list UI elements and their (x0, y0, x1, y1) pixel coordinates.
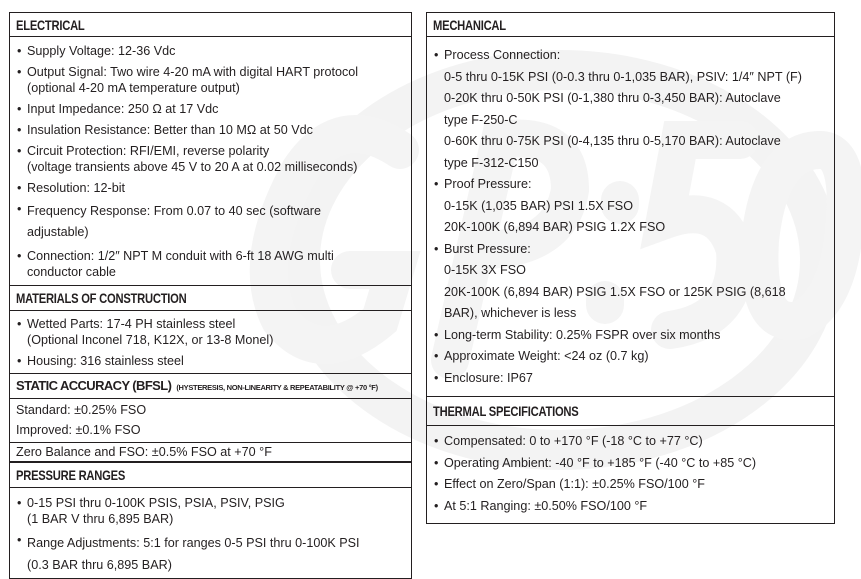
item-text: • Supply Voltage: 12-36 Vdc (27, 43, 176, 58)
accuracy-standard: Standard: ±0.25% FSO (16, 403, 147, 417)
item-continuation: type F-250-C (444, 112, 518, 127)
item-text: • Operating Ambient: -40 °F to +185 °F (-40 °C to +85 °C) (444, 455, 757, 470)
item-list (10, 37, 411, 285)
list-item (10, 245, 411, 282)
item-continuation: 20K-100K (6,894 BAR) PSIG 1.5X FSO or 125K PSIG (8,618 (444, 284, 786, 299)
list-item (10, 61, 411, 98)
item-text: • Circuit Protection: RFI/EMI, reverse polarity (27, 143, 270, 158)
section-title (427, 397, 834, 426)
section-thermal (427, 397, 834, 522)
left-spec-panel (9, 12, 412, 579)
section-electrical (10, 13, 411, 286)
list-item (10, 177, 411, 198)
list-item (10, 313, 411, 350)
list-item (427, 431, 834, 453)
section-mechanical (427, 13, 834, 397)
item-continuation: (Optional Inconel 718, K12X, or 13-8 Monel) (27, 332, 274, 347)
item-text: • At 5:1 Ranging: ±0.50% FSO/100 °F (444, 498, 648, 513)
list-item (427, 453, 834, 475)
item-text: • Long-term Stability: 0.25% FSPR over six months (444, 327, 721, 342)
item-continuation: (1 BAR V thru 6,895 BAR) (27, 511, 174, 526)
list-item (10, 492, 411, 529)
item-continuation: conductor cable (27, 264, 116, 279)
list-item (10, 119, 411, 140)
item-continuation: (voltage transients above 45 V to 20 A at 0.02 milliseconds) (27, 159, 358, 174)
section-pressure-ranges (10, 462, 411, 578)
list-item (10, 350, 411, 371)
item-continuation: BAR), whichever is less (444, 306, 577, 320)
item-continuation: 0-15K (1,035 BAR) PSI 1.5X FSO (444, 198, 633, 213)
subheading: (HYSTERESIS, NON-LINEARITY & REPEATABILITY @ +70 °F) (176, 383, 378, 392)
item-continuation: 0-5 thru 0-15K PSI (0-0.3 thru 0-1,035 BAR), PSIV: 1/4″ NPT (F) (444, 69, 802, 84)
item-text: • Insulation Resistance: Better than 10 MΩ at 50 Vdc (27, 122, 313, 137)
list-item (427, 368, 834, 390)
item-text: • Connection: 1/2″ NPT M conduit with 6-ft 18 AWG multi (27, 248, 334, 263)
zero-balance: Zero Balance and FSO: ±0.5% FSO at +70 °F (16, 445, 272, 459)
list-item (427, 346, 834, 368)
item-list (10, 488, 411, 578)
list-item (427, 474, 834, 496)
item-text: • Frequency Response: From 0.07 to 40 sec (software (27, 203, 321, 218)
list-item (10, 198, 411, 245)
list-item (10, 40, 411, 61)
item-list (427, 37, 834, 396)
heading: ELECTRICAL (16, 16, 85, 33)
item-text: • Burst Pressure: (444, 241, 531, 256)
item-text: • Housing: 316 stainless steel (27, 353, 184, 368)
heading: MECHANICAL (433, 16, 506, 33)
item-continuation: type F-312-C150 (444, 155, 539, 170)
section-title (10, 13, 411, 37)
list-item (427, 239, 834, 325)
item-text: • Range Adjustments: 5:1 for ranges 0-5 PSI thru 0-100K PSI (27, 535, 360, 550)
item-text: • Proof Pressure: (444, 177, 532, 191)
heading: PRESSURE RANGES (16, 467, 126, 483)
list-item (427, 496, 834, 518)
section-title (10, 462, 411, 488)
item-continuation: adjustable) (27, 224, 89, 239)
item-text: • Compensated: 0 to +170 °F (-18 °C to +77 °C) (444, 434, 703, 448)
item-continuation: 0-20K thru 0-50K PSI (0-1,380 thru 0-3,450 BAR): Autoclave (444, 91, 781, 105)
accuracy-list (10, 399, 411, 443)
list-item (10, 98, 411, 119)
heading: MATERIALS OF CONSTRUCTION (16, 290, 187, 306)
item-continuation: 0-60K thru 0-75K PSI (0-4,135 thru 0-5,170 BAR): Autoclave (444, 134, 781, 148)
item-text: • Enclosure: IP67 (444, 370, 533, 385)
section-static-accuracy (10, 374, 411, 462)
item-text: • Wetted Parts: 17-4 PH stainless steel (27, 316, 236, 331)
list-item (427, 325, 834, 347)
item-text: • Effect on Zero/Span (1:1): ±0.25% FSO/100 °F (444, 477, 705, 491)
item-list (427, 426, 834, 522)
section-title (10, 374, 411, 399)
item-text: • Resolution: 12-bit (27, 180, 126, 195)
item-list (10, 311, 411, 373)
list-item (427, 45, 834, 174)
list-item (427, 174, 834, 239)
heading: STATIC ACCURACY (BFSL) (16, 378, 172, 393)
list-item (10, 529, 411, 578)
item-continuation: 0-15K 3X FSO (444, 263, 526, 277)
item-continuation: (0.3 BAR thru 6,895 BAR) (27, 557, 172, 572)
list-item (10, 140, 411, 177)
accuracy-improved: Improved: ±0.1% FSO (16, 423, 141, 437)
item-text: • Input Impedance: 250 Ω at 17 Vdc (27, 101, 219, 116)
item-text: • 0-15 PSI thru 0-100K PSIS, PSIA, PSIV, PSIG (27, 495, 285, 510)
section-title (10, 286, 411, 311)
section-materials (10, 286, 411, 374)
item-text: • Approximate Weight: <24 oz (0.7 kg) (444, 349, 649, 363)
item-text: • Output Signal: Two wire 4-20 mA with digital HART protocol (27, 64, 359, 79)
heading: THERMAL SPECIFICATIONS (433, 403, 579, 419)
section-title (427, 13, 834, 37)
item-continuation: (optional 4-20 mA temperature output) (27, 80, 240, 95)
item-continuation: 20K-100K (6,894 BAR) PSIG 1.2X FSO (444, 220, 666, 234)
right-spec-panel (426, 12, 835, 524)
item-text: • Process Connection: (444, 48, 561, 62)
